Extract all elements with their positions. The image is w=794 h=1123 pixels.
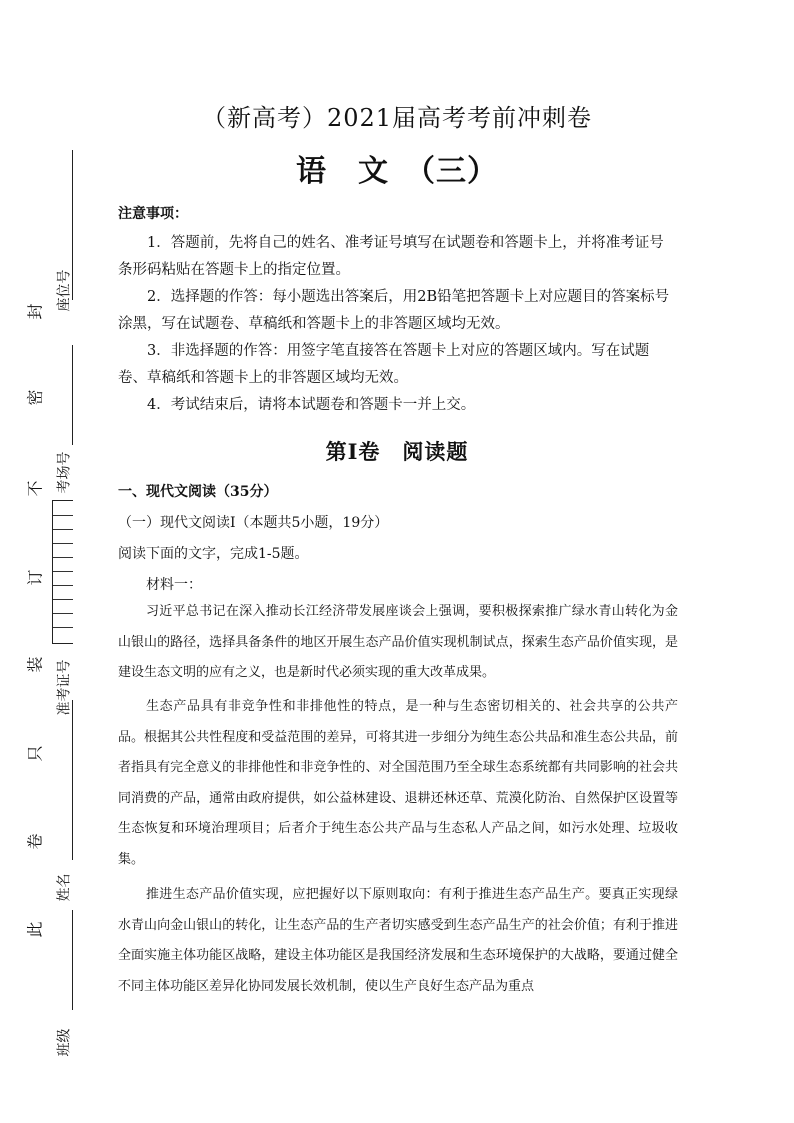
seal-char: 装 — [25, 656, 45, 673]
seal-char: 卷 — [25, 833, 45, 850]
notice-item: 1．答题前，先将自己的姓名、准考证号填写在试题卷和答题卡上，并将准考证号条形码粘贴在答题卡上的指定位置。 — [118, 235, 664, 278]
part-heading: 一、现代文阅读（35分） — [118, 484, 278, 500]
reading-instruction: 阅读下面的文字，完成1-5题。 — [118, 546, 309, 562]
seal-char: 密 — [25, 389, 45, 406]
class-label: 班级 — [56, 1028, 73, 1057]
seal-char: 封 — [25, 303, 45, 320]
notice-title: 注意事项： — [118, 206, 188, 222]
seal-char: 只 — [25, 745, 45, 762]
binding-line — [72, 910, 73, 1010]
exam-room-label: 考场号 — [56, 451, 73, 494]
exam-title: （新高考）2021届高考考前冲刺卷 — [201, 104, 593, 132]
notice-item: 3．非选择题的作答：用签字笔直接答在答题卡上对应的答题区域内。写在试题卷、草稿纸和答题卡上的非答题区域均无效。 — [118, 343, 650, 386]
seal-char: 订 — [25, 569, 45, 586]
seal-char: 此 — [25, 921, 45, 938]
notice-item: 4．考试结束后，请将本试题卷和答题卡一并上交。 — [147, 397, 476, 413]
binding-line — [72, 345, 73, 445]
material-label: 材料一： — [146, 577, 202, 593]
material-paragraph: 生态产品具有非竞争性和非排他性的特点，是一种与生态密切相关的、社会共享的公共产品。根据其公共性程度和受益范围的差异，可将其进一步细分为纯生态公共品和准生态公共品，前者指具有完全意义的非排他性和非竞争性的、对全国范围乃至全球生态系统都有共同影响的社会共同消费的产品，通常由政府提供，如公益林建设、退耕还林还草、荒漠化防治、自然保护区设置等生态恢复和环境治理项目；后者介于纯生态公共产品与生态私人产品之间，如污水处理、垃圾收集。 — [118, 699, 678, 867]
section-title: 第Ⅰ卷 阅读题 — [325, 439, 469, 464]
subject-title: 语 文 （三） — [296, 154, 498, 189]
admission-number-label: 准考证号 — [56, 659, 73, 716]
material-paragraph: 习近平总书记在深入推动长江经济带发展座谈会上强调，要积极探索推广绿水青山转化为金山银山的路径，选择具备条件的地区开展生态产品价值实现机制试点，探索生态产品价值实现，是建设生态文明的应有之义，也是新时代必须实现的重大改革成果。 — [118, 604, 678, 680]
subpart-heading: （一）现代文阅读Ⅰ（本题共5小题，19分） — [118, 515, 389, 531]
seal-char: 不 — [25, 480, 45, 497]
exam-number-box — [52, 500, 73, 644]
name-label: 姓名 — [56, 873, 73, 902]
seat-number-label: 座位号 — [56, 269, 73, 312]
binding-line — [72, 700, 73, 860]
notice-item: 2．选择题的作答：每小题选出答案后，用2B铅笔把答题卡上对应题目的答案标号涂黑，写在试题卷、草稿纸和答题卡上的非答题区域均无效。 — [118, 289, 670, 332]
material-paragraph: 推进生态产品价值实现，应把握好以下原则取向：有利于推进生态产品生产。要真正实现绿水青山向金山银山的转化，让生态产品的生产者切实感受到生态产品生产的社会价值；有利于推进全面实施主体功能区战略，建设主体功能区是我国经济发展和生态环境保护的大战略，要通过健全不同主体功能区差异化协同发展长效机制，使以生产良好生态产品为重点 — [118, 887, 678, 994]
